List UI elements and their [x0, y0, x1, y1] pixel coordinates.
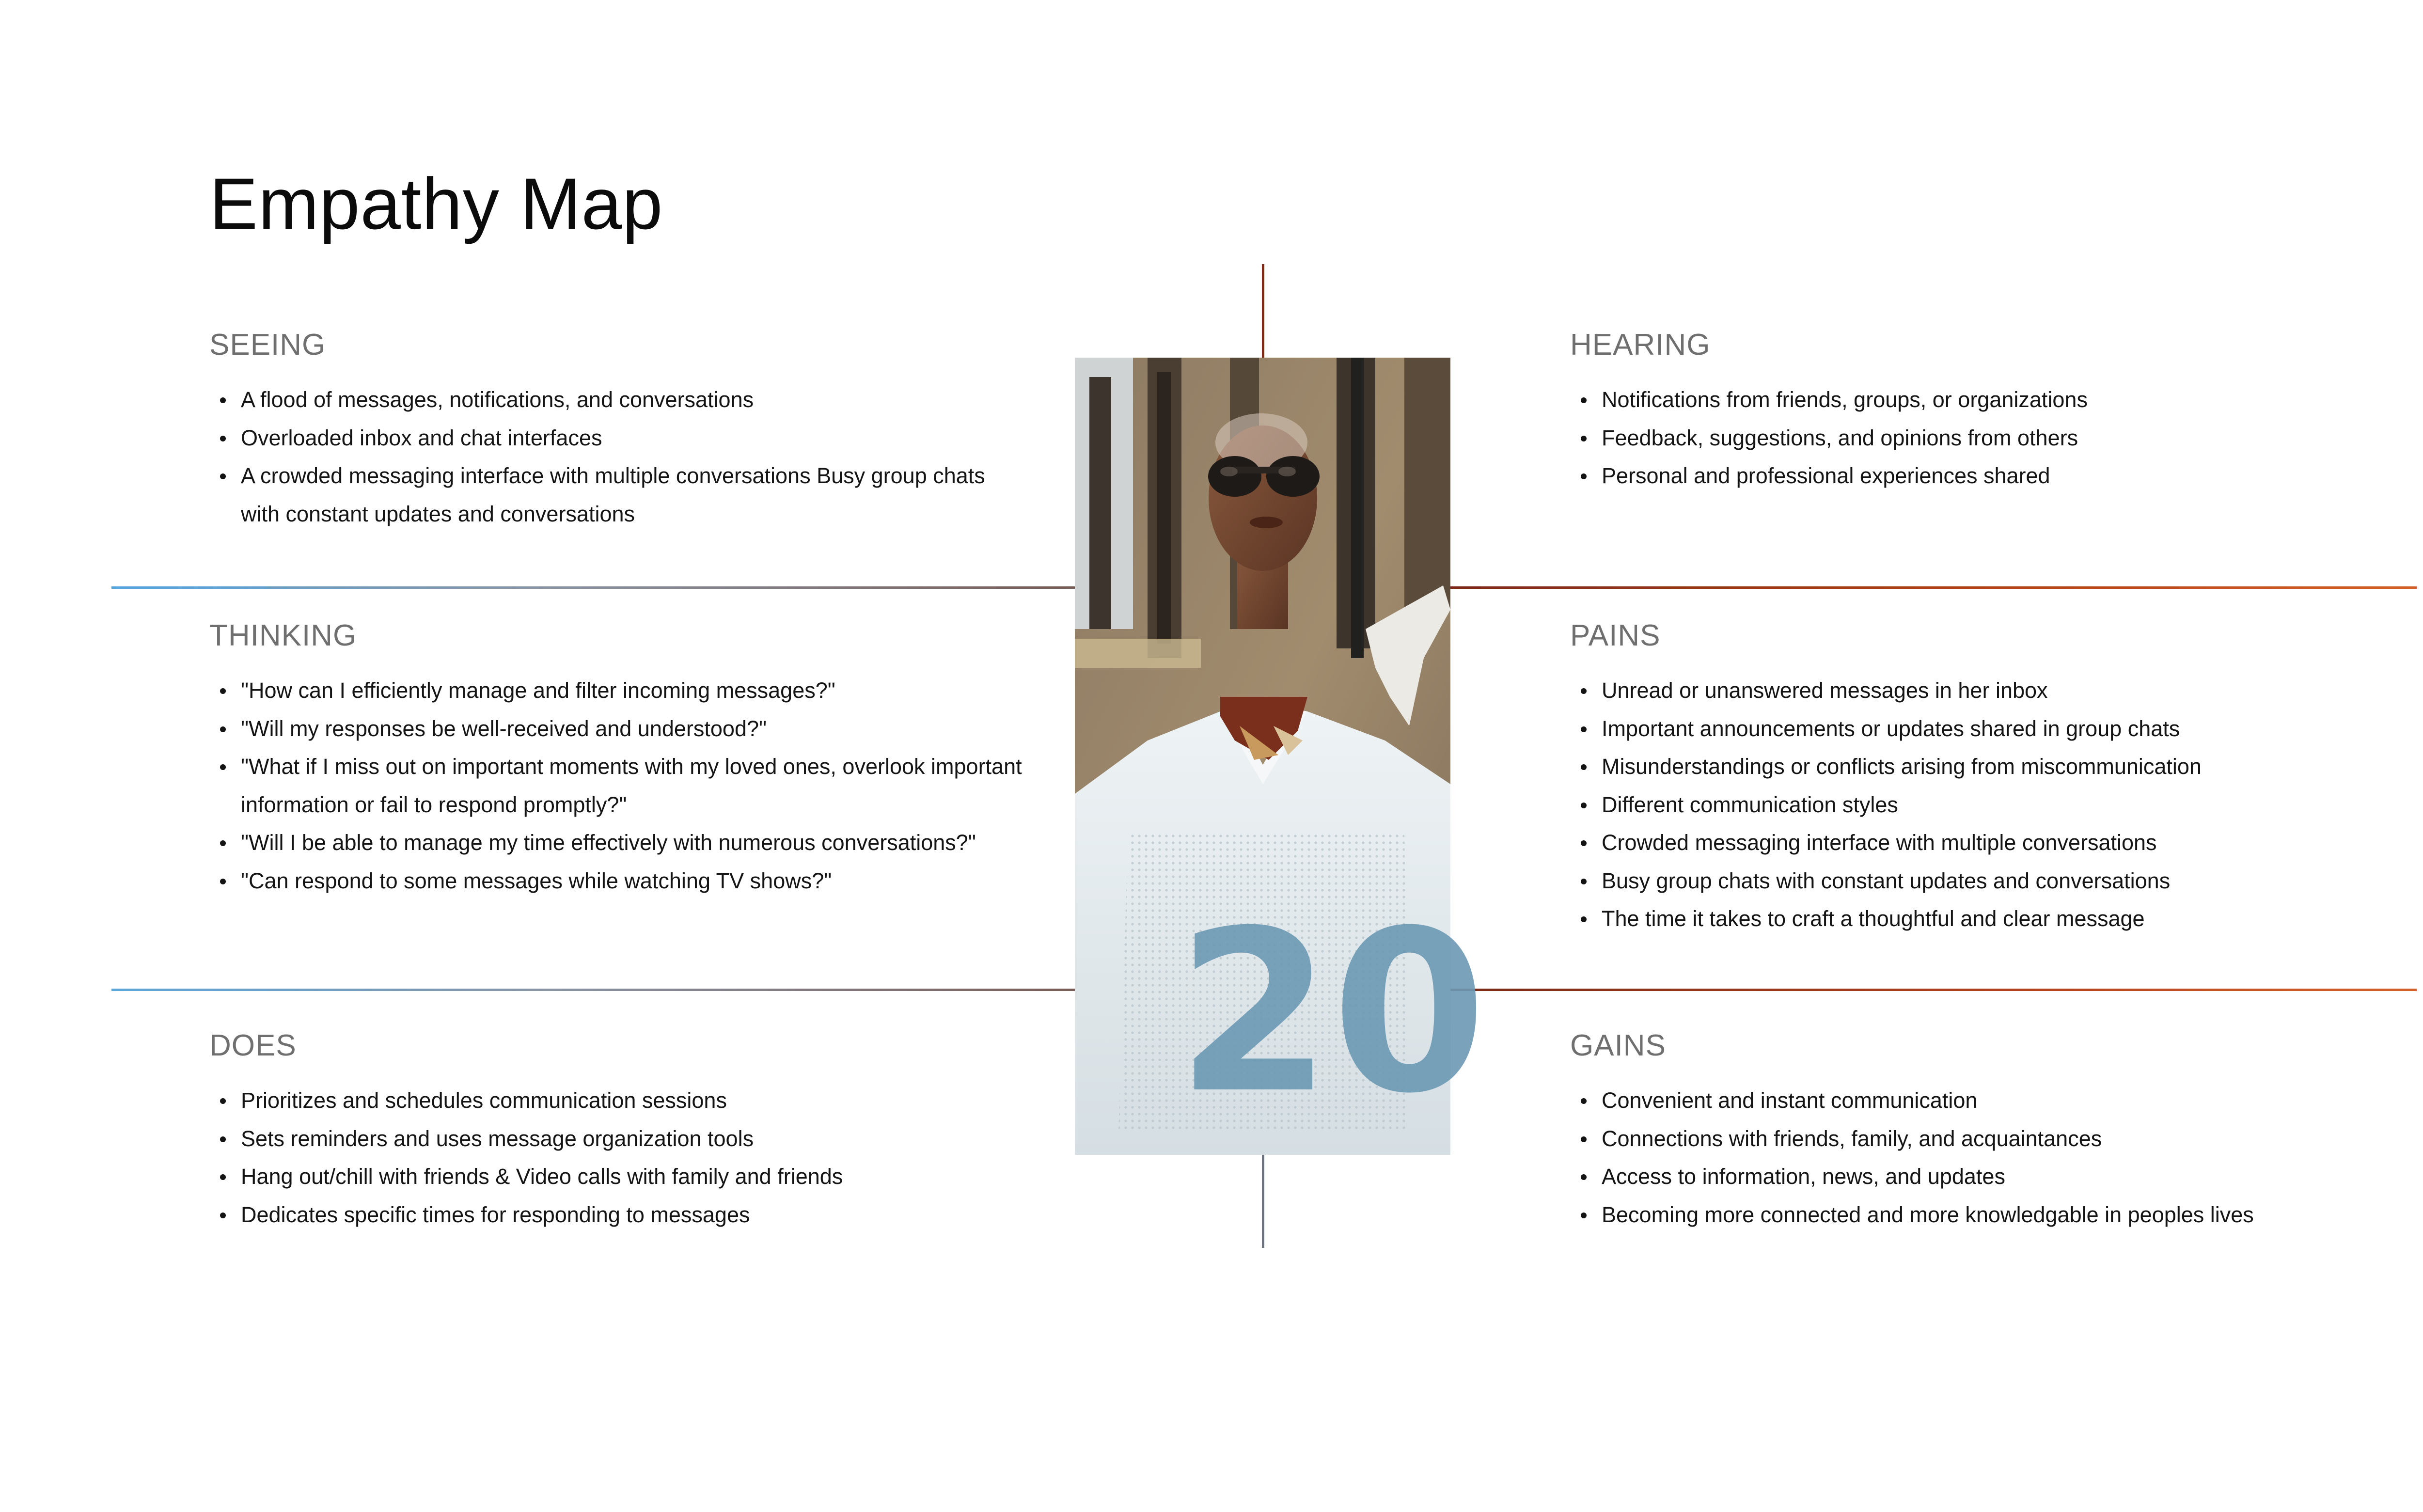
bullet-icon — [1581, 726, 1587, 732]
bullet-icon — [1581, 803, 1587, 808]
vertical-divider-bottom — [1262, 1153, 1264, 1248]
list-item-text: A crowded messaging interface with multiple conversations Busy group chats with constant updates and conversations — [241, 463, 985, 526]
list-item — [1570, 457, 2394, 495]
seeing-list — [209, 381, 1004, 533]
thinking-heading: THINKING — [209, 619, 357, 652]
does-list — [209, 1082, 1033, 1234]
list-item — [209, 1158, 1033, 1196]
list-item-text: "Will I be able to manage my time effectively with numerous conversations?" — [241, 830, 976, 855]
bullet-icon — [1581, 1213, 1587, 1218]
list-item — [209, 1196, 1033, 1234]
list-item — [1570, 786, 2394, 824]
bullet-icon — [220, 1174, 226, 1180]
list-item-text: Convenient and instant communication — [1602, 1088, 1978, 1113]
list-item-text: Unread or unanswered messages in her inbox — [1602, 678, 2048, 703]
list-item-text: Connections with friends, family, and acquaintances — [1602, 1126, 2102, 1151]
list-item-text: Notifications from friends, groups, or organizations — [1602, 387, 2088, 412]
list-item-text: Crowded messaging interface with multiple conversations — [1602, 830, 2157, 855]
bullet-icon — [1581, 436, 1587, 441]
list-item-text: Becoming more connected and more knowledgable in peoples lives — [1602, 1202, 2254, 1227]
list-item — [1570, 862, 2394, 900]
list-item-text: "Will my responses be well-received and understood?" — [241, 716, 767, 741]
list-item-text: The time it takes to craft a thoughtful and clear message — [1602, 906, 2145, 931]
bullet-icon — [220, 840, 226, 846]
list-item-text: Prioritizes and schedules communication sessions — [241, 1088, 727, 1113]
list-item-text: Busy group chats with constant updates and conversations — [1602, 868, 2171, 893]
list-item — [1570, 710, 2394, 748]
bullet-icon — [1581, 764, 1587, 770]
list-item-text: A flood of messages, notifications, and conversations — [241, 387, 754, 412]
list-item — [1570, 748, 2394, 786]
jersey-number-text: 20 — [1177, 883, 1487, 1142]
bullet-icon — [1581, 473, 1587, 479]
portrait-photo-icon — [1075, 358, 1487, 1155]
list-item-text: Dedicates specific times for responding to messages — [241, 1202, 750, 1227]
list-item — [1570, 1120, 2418, 1158]
bullet-icon — [1581, 1136, 1587, 1142]
divider-hearing-pains — [1449, 586, 2417, 589]
persona-portrait-image — [1075, 358, 1487, 1155]
list-item-text: Personal and professional experiences shared — [1602, 463, 2050, 488]
vertical-divider-top — [1262, 264, 1264, 359]
hearing-section — [1570, 326, 2394, 495]
does-heading: DOES — [209, 1029, 297, 1062]
list-item — [1570, 1158, 2418, 1196]
gains-heading: GAINS — [1570, 1029, 1666, 1062]
list-item-text: Important announcements or updates shared in group chats — [1602, 716, 2180, 741]
list-item — [1570, 1082, 2418, 1120]
list-item-text: Overloaded inbox and chat interfaces — [241, 425, 602, 450]
thinking-list — [209, 672, 1033, 900]
list-item-text: Hang out/chill with friends & Video calls with family and friends — [241, 1164, 843, 1189]
list-item-text: Feedback, suggestions, and opinions from others — [1602, 425, 2078, 450]
seeing-section — [209, 326, 1004, 533]
list-item — [1570, 824, 2394, 862]
bullet-icon — [1581, 397, 1587, 403]
page-title: Empathy Map — [209, 163, 663, 244]
bullet-icon — [220, 1213, 226, 1218]
list-item-text: "How can I efficiently manage and filter incoming messages?" — [241, 678, 835, 703]
hearing-list — [1570, 381, 2394, 495]
list-item — [209, 1120, 1033, 1158]
list-item — [209, 710, 1033, 748]
list-item — [209, 862, 1033, 900]
bullet-icon — [220, 879, 226, 884]
bullet-icon — [1581, 916, 1587, 922]
bullet-icon — [220, 688, 226, 694]
list-item — [209, 672, 1033, 710]
gains-list — [1570, 1082, 2418, 1234]
bullet-icon — [220, 1136, 226, 1142]
list-item — [1570, 672, 2394, 710]
list-item-text: Access to information, news, and updates — [1602, 1164, 2005, 1189]
thinking-section — [209, 616, 1033, 900]
bullet-icon — [1581, 1174, 1587, 1180]
list-item-text: "Can respond to some messages while watching TV shows?" — [241, 868, 832, 893]
bullet-icon — [220, 473, 226, 479]
list-item — [1570, 1196, 2418, 1234]
list-item-text: "What if I miss out on important moments with my loved ones, overlook important information or fail to respond promptly?" — [241, 754, 1022, 817]
bullet-icon — [1581, 688, 1587, 694]
bullet-icon — [220, 1098, 226, 1104]
seeing-heading: SEEING — [209, 328, 326, 362]
bullet-icon — [220, 764, 226, 770]
list-item — [209, 748, 1033, 824]
pains-heading: PAINS — [1570, 619, 1661, 652]
list-item — [1570, 381, 2394, 419]
list-item — [209, 457, 1004, 533]
list-item — [209, 381, 1004, 419]
hearing-heading: HEARING — [1570, 328, 1711, 362]
divider-thinking-does — [111, 989, 1081, 991]
does-section — [209, 1026, 1033, 1234]
pains-list — [1570, 672, 2394, 938]
list-item — [1570, 419, 2394, 457]
list-item — [209, 824, 1033, 862]
divider-seeing-thinking — [111, 586, 1081, 589]
divider-pains-gains — [1449, 989, 2417, 991]
list-item-text: Different communication styles — [1602, 792, 1898, 817]
list-item — [209, 419, 1004, 457]
bullet-icon — [1581, 840, 1587, 846]
bullet-icon — [220, 726, 226, 732]
bullet-icon — [1581, 1098, 1587, 1104]
bullet-icon — [1581, 879, 1587, 884]
pains-section — [1570, 616, 2394, 938]
bullet-icon — [220, 436, 226, 441]
list-item — [1570, 900, 2394, 938]
list-item-text: Sets reminders and uses message organization tools — [241, 1126, 754, 1151]
list-item-text: Misunderstandings or conflicts arising from miscommunication — [1602, 754, 2202, 779]
bullet-icon — [220, 397, 226, 403]
gains-section — [1570, 1026, 2418, 1234]
list-item — [209, 1082, 1033, 1120]
